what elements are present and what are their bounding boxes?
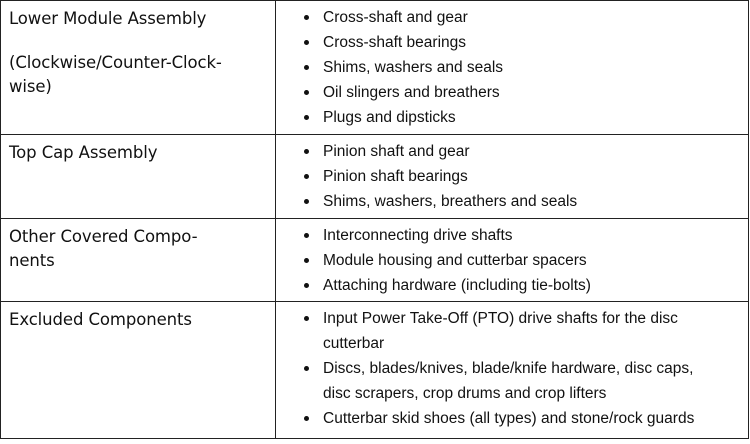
row-items-cell xyxy=(276,135,749,219)
list-item: Cross-shaft bearings xyxy=(304,30,742,55)
list-item xyxy=(304,356,742,406)
table-row-top-cap-assembly xyxy=(1,135,749,219)
row-label-continued: wise) xyxy=(9,77,52,96)
list-item: Shims, washers, breathers and seals xyxy=(304,189,742,214)
component-list xyxy=(304,223,742,298)
row-label-cell xyxy=(1,135,276,219)
list-item: Cross-shaft and gear xyxy=(304,5,742,30)
list-item-line: Input Power Take-Off (PTO) drive shafts for the disc xyxy=(323,310,678,327)
row-label-cell xyxy=(1,1,276,135)
component-list xyxy=(304,5,742,130)
list-item: Pinion shaft bearings xyxy=(304,164,742,189)
list-item: Oil slingers and breathers xyxy=(304,80,742,105)
list-item: Interconnecting drive shafts xyxy=(304,223,742,248)
row-label: Other Covered Compo- xyxy=(9,227,198,246)
list-item: Cutterbar skid shoes (all types) and stone/rock guards xyxy=(304,406,742,431)
list-item: Module housing and cutterbar spacers xyxy=(304,248,742,273)
row-label: Lower Module Assembly xyxy=(9,9,207,28)
row-items-cell xyxy=(276,1,749,135)
component-list xyxy=(304,139,742,214)
list-item-line: disc scrapers, crop drums and crop lifters xyxy=(323,385,607,402)
row-label-continued: nents xyxy=(9,251,55,270)
list-item xyxy=(304,306,742,356)
row-label: Top Cap Assembly xyxy=(9,143,158,162)
row-items-cell xyxy=(276,219,749,302)
list-item: Attaching hardware (including tie-bolts) xyxy=(304,273,742,298)
row-label-cell xyxy=(1,219,276,302)
list-item-line: Discs, blades/knives, blade/knife hardware, disc caps, xyxy=(323,360,694,377)
list-item: Pinion shaft and gear xyxy=(304,139,742,164)
list-item: Plugs and dipsticks xyxy=(304,105,742,130)
row-label-cell xyxy=(1,302,276,439)
table-row-lower-module-assembly xyxy=(1,1,749,135)
table-row-other-covered-components xyxy=(1,219,749,302)
row-items-cell xyxy=(276,302,749,439)
row-label: Excluded Components xyxy=(9,310,192,329)
table-row-excluded-components xyxy=(1,302,749,439)
row-label-continued: (Clockwise/Counter-Clock- xyxy=(9,53,222,72)
list-item: Shims, washers and seals xyxy=(304,55,742,80)
list-item-line: cutterbar xyxy=(323,335,385,352)
component-list xyxy=(304,306,742,431)
